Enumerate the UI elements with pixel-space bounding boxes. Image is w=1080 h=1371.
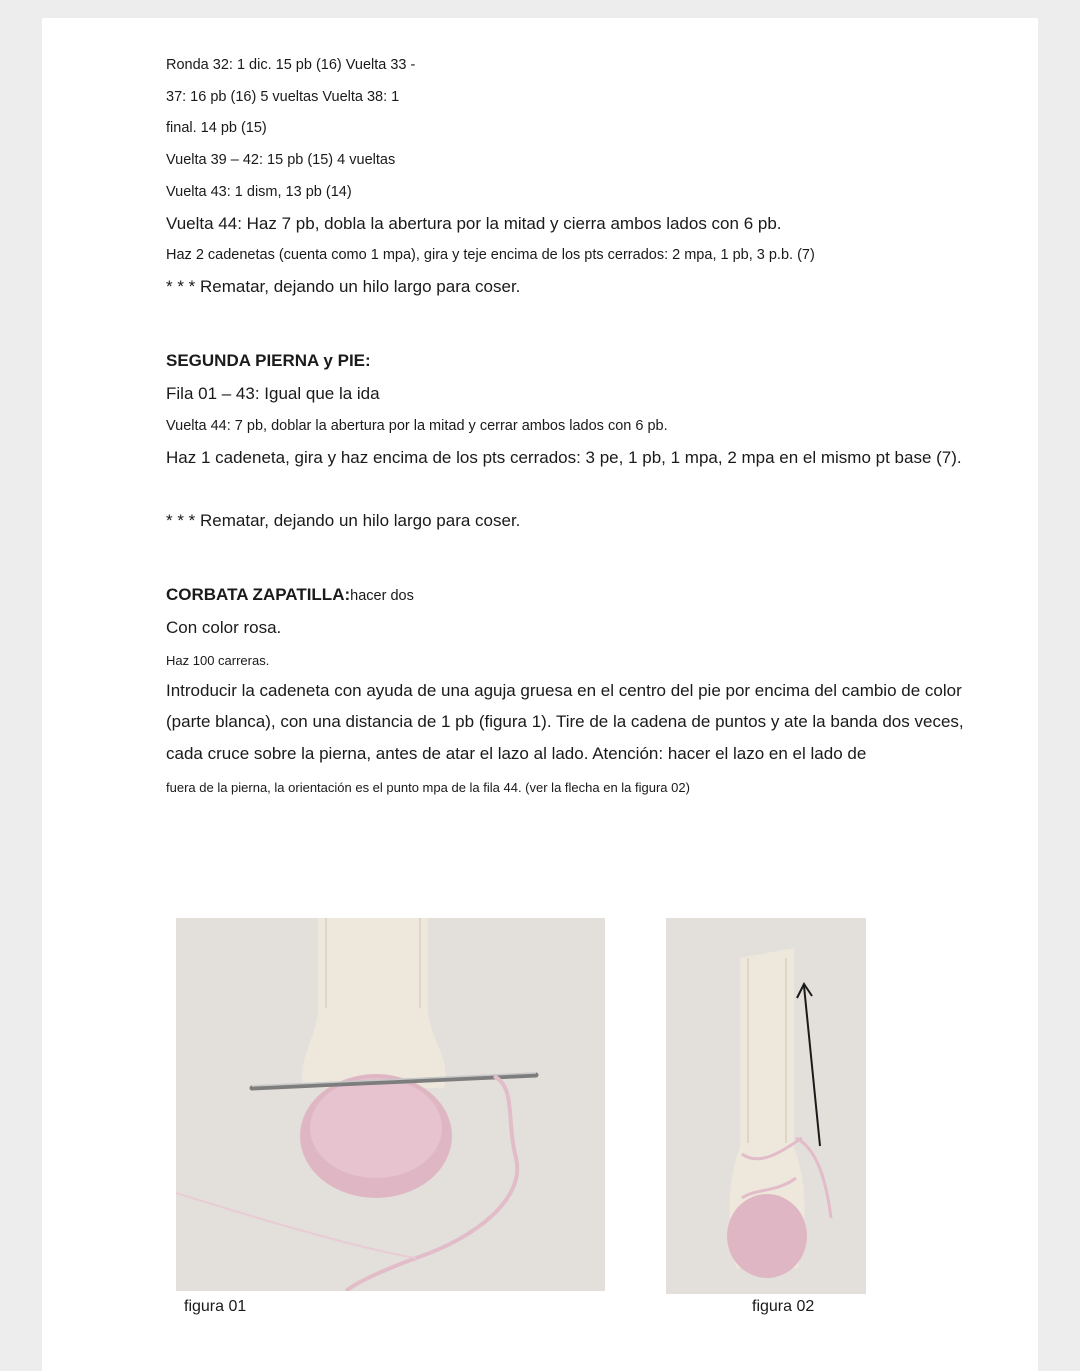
- text-line: fuera de la pierna, la orientación es el punto mpa de la fila 44. (ver la flecha en la figura 02): [166, 780, 690, 795]
- crochet-leg-needle-image: [176, 918, 605, 1291]
- text-line: final. 14 pb (15): [166, 120, 267, 136]
- text-line: Haz 1 cadeneta, gira y haz encima de los pts cerrados: 3 pe, 1 pb, 1 mpa, 2 mpa en el mismo pt base (7).: [166, 448, 962, 467]
- figure-02-caption: figura 02: [752, 1298, 815, 1315]
- section-heading-title: CORBATA ZAPATILLA:: [166, 585, 351, 604]
- figure-01-photo: [176, 918, 605, 1291]
- text-line: Con color rosa.: [166, 618, 282, 637]
- crochet-leg-bow-image: [666, 918, 866, 1294]
- text-line: Introducir la cadeneta con ayuda de una aguja gruesa en el centro del pie por encima del cambio de color: [166, 681, 962, 700]
- text-line: Fila 01 – 43: Igual que la ida: [166, 384, 380, 403]
- section-heading: [166, 585, 414, 605]
- figure-01-caption: figura 01: [184, 1298, 247, 1315]
- figure-02-photo: [666, 918, 866, 1294]
- section-heading: SEGUNDA PIERNA y PIE:: [166, 351, 371, 370]
- text-line: Vuelta 43: 1 dism, 13 pb (14): [166, 184, 352, 200]
- text-line: * * * Rematar, dejando un hilo largo para coser.: [166, 511, 521, 530]
- text-line: Vuelta 44: Haz 7 pb, dobla la abertura por la mitad y cierra ambos lados con 6 pb.: [166, 214, 782, 233]
- text-line: Haz 100 carreras.: [166, 653, 270, 668]
- text-line: * * * Rematar, dejando un hilo largo para coser.: [166, 277, 521, 296]
- text-line: Ronda 32: 1 dic. 15 pb (16) Vuelta 33 -: [166, 57, 416, 73]
- text-line: 37: 16 pb (16) 5 vueltas Vuelta 38: 1: [166, 89, 400, 105]
- text-line: Vuelta 44: 7 pb, doblar la abertura por la mitad y cerrar ambos lados con 6 pb.: [166, 418, 668, 434]
- text-line: cada cruce sobre la pierna, antes de atar el lazo al lado. Atención: hacer el lazo en el lado de: [166, 744, 867, 763]
- section-heading-suffix: hacer dos: [350, 588, 414, 604]
- text-line: (parte blanca), con una distancia de 1 pb (figura 1). Tire de la cadena de puntos y ate la banda dos veces,: [166, 712, 964, 731]
- text-line: Vuelta 39 – 42: 15 pb (15) 4 vueltas: [166, 152, 396, 168]
- document-page: [42, 18, 1038, 1371]
- text-line: Haz 2 cadenetas (cuenta como 1 mpa), gira y teje encima de los pts cerrados: 2 mpa, 1 pb, 3 p.b. (7): [166, 247, 815, 263]
